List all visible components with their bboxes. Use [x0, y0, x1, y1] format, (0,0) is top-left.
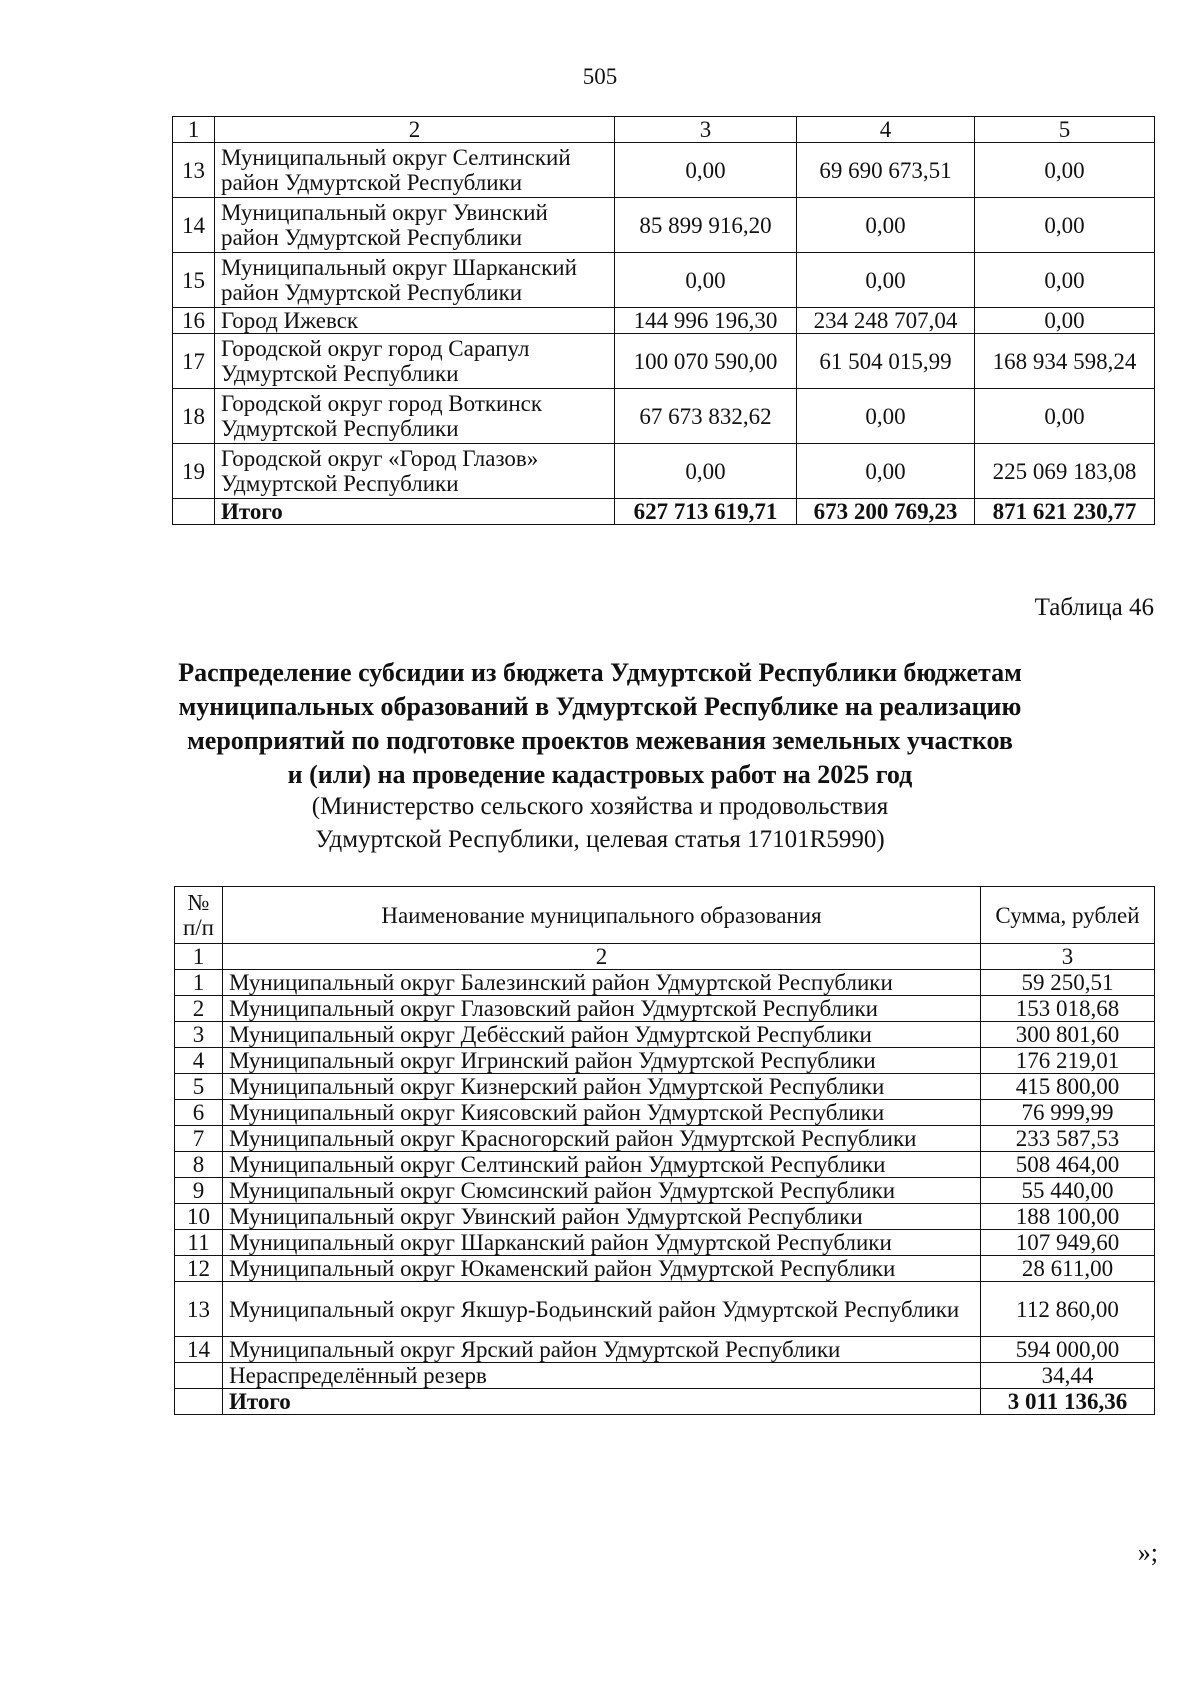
- municipality-name: Муниципальный округ Игринский район Удмуртской Республики: [223, 1048, 981, 1074]
- row-number: 6: [175, 1100, 223, 1126]
- total-label: Итого: [223, 1389, 981, 1415]
- table-row: [175, 1126, 1155, 1152]
- table-row: [173, 143, 1155, 198]
- table-row: [175, 1256, 1155, 1282]
- row-number: 19: [173, 444, 215, 499]
- amount-cell: 0,00: [615, 444, 797, 499]
- amount-cell: 0,00: [797, 389, 975, 444]
- subsidy-table-continued: [172, 116, 1155, 525]
- amount-cell: 85 899 916,20: [615, 198, 797, 253]
- row-number: 14: [175, 1337, 223, 1363]
- total-amount: 3 011 136,36: [981, 1389, 1155, 1415]
- amount-cell: 234 248 707,04: [797, 308, 975, 334]
- amount-cell: 188 100,00: [981, 1204, 1155, 1230]
- title-line: Распределение субсидии из бюджета Удмуртской Республики бюджетам: [178, 658, 1022, 687]
- amount-cell: 69 690 673,51: [797, 143, 975, 198]
- row-number: 2: [175, 996, 223, 1022]
- column-index: 5: [975, 117, 1155, 143]
- municipality-name: Муниципальный округ Ярский район Удмуртской Республики: [223, 1337, 981, 1363]
- row-number: 10: [175, 1204, 223, 1230]
- amount-cell: 0,00: [615, 253, 797, 308]
- amount-cell: 176 219,01: [981, 1048, 1155, 1074]
- reserve-label: Нераспределённый резерв: [223, 1363, 981, 1389]
- municipality-name: Муниципальный округ Юкаменский район Удмуртской Республики: [223, 1256, 981, 1282]
- municipality-name: Муниципальный округ Дебёсский район Удмуртской Республики: [223, 1022, 981, 1048]
- reserve-row: [175, 1363, 1155, 1389]
- amount-cell: 225 069 183,08: [975, 444, 1155, 499]
- table-row: [173, 389, 1155, 444]
- total-amount: 871 621 230,77: [975, 499, 1155, 525]
- municipality-name: Муниципальный округ Увинский район Удмуртской Республики: [223, 1204, 981, 1230]
- table-caption: Таблица 46: [1034, 594, 1154, 621]
- row-number: 4: [175, 1048, 223, 1074]
- row-number: 13: [173, 143, 215, 198]
- table-row: [175, 1282, 1155, 1337]
- municipality-name: Городской округ «Город Глазов» Удмуртской Республики: [215, 444, 615, 499]
- amount-cell: 100 070 590,00: [615, 334, 797, 389]
- row-number: 14: [173, 198, 215, 253]
- amount-cell: 153 018,68: [981, 996, 1155, 1022]
- municipality-name: Муниципальный округ Шарканский район Удмуртской Республики: [215, 253, 615, 308]
- amount-cell: 594 000,00: [981, 1337, 1155, 1363]
- column-index: 4: [797, 117, 975, 143]
- municipality-name: Муниципальный округ Балезинский район Удмуртской Республики: [223, 970, 981, 996]
- municipality-name: Муниципальный округ Якшур-Бодьинский район Удмуртской Республики: [223, 1282, 981, 1337]
- empty-cell: [175, 1363, 223, 1389]
- row-number: 13: [175, 1282, 223, 1337]
- amount-cell: 0,00: [797, 253, 975, 308]
- municipality-name: Муниципальный округ Сюмсинский район Удмуртской Республики: [223, 1178, 981, 1204]
- amount-cell: 0,00: [615, 143, 797, 198]
- municipality-name: Городской округ город Сарапул Удмуртской Республики: [215, 334, 615, 389]
- amount-cell: 76 999,99: [981, 1100, 1155, 1126]
- header-sum: Сумма, рублей: [981, 887, 1155, 944]
- amount-cell: 0,00: [975, 143, 1155, 198]
- row-number: 9: [175, 1178, 223, 1204]
- municipality-name: Город Ижевск: [215, 308, 615, 334]
- amount-cell: 168 934 598,24: [975, 334, 1155, 389]
- amount-cell: 28 611,00: [981, 1256, 1155, 1282]
- municipality-name: Муниципальный округ Глазовский район Удмуртской Республики: [223, 996, 981, 1022]
- table-title: [0, 656, 1200, 792]
- municipality-name: Муниципальный округ Селтинский район Удмуртской Республики: [223, 1152, 981, 1178]
- closing-quote-mark: »;: [1137, 1538, 1158, 1567]
- total-row: [173, 499, 1155, 525]
- table-row: [175, 1204, 1155, 1230]
- municipality-name: Муниципальный округ Шарканский район Удмуртской Республики: [223, 1230, 981, 1256]
- row-number: 11: [175, 1230, 223, 1256]
- subsidy-distribution-table: [174, 886, 1155, 1415]
- column-index: 2: [223, 944, 981, 970]
- subtitle-line: (Министерство сельского хозяйства и продовольствия: [311, 793, 889, 820]
- row-number: 12: [175, 1256, 223, 1282]
- amount-cell: 300 801,60: [981, 1022, 1155, 1048]
- table-row: [175, 1100, 1155, 1126]
- amount-cell: 144 996 196,30: [615, 308, 797, 334]
- table-header-row: [173, 117, 1155, 143]
- municipality-name: Муниципальный округ Киясовский район Удмуртской Республики: [223, 1100, 981, 1126]
- table-header-row: [175, 887, 1155, 944]
- table-row: [175, 1074, 1155, 1100]
- amount-cell: 0,00: [797, 444, 975, 499]
- table-row: [173, 444, 1155, 499]
- subtitle-line: Удмуртской Республики, целевая статья 17101R5990): [315, 826, 885, 853]
- row-number: 7: [175, 1126, 223, 1152]
- row-number: 18: [173, 389, 215, 444]
- table-row: [173, 308, 1155, 334]
- amount-cell: 107 949,60: [981, 1230, 1155, 1256]
- amount-cell: 59 250,51: [981, 970, 1155, 996]
- table-row: [173, 253, 1155, 308]
- table-row: [173, 334, 1155, 389]
- amount-cell: 0,00: [797, 198, 975, 253]
- title-line: муниципальных образований в Удмуртской Республике на реализацию: [178, 692, 1022, 721]
- table-row: [175, 1230, 1155, 1256]
- row-number: 3: [175, 1022, 223, 1048]
- table-row: [175, 1152, 1155, 1178]
- amount-cell: 67 673 832,62: [615, 389, 797, 444]
- municipality-name: Муниципальный округ Кизнерский район Удмуртской Республики: [223, 1074, 981, 1100]
- table-row: [175, 1337, 1155, 1363]
- table-row: [175, 1022, 1155, 1048]
- row-number: 5: [175, 1074, 223, 1100]
- column-index: 1: [175, 944, 223, 970]
- municipality-name: Городской округ город Воткинск Удмуртской Республики: [215, 389, 615, 444]
- column-index: 3: [981, 944, 1155, 970]
- page-number: 505: [582, 64, 618, 89]
- amount-cell: 233 587,53: [981, 1126, 1155, 1152]
- row-number: 17: [173, 334, 215, 389]
- column-index: 3: [615, 117, 797, 143]
- table-row: [175, 1178, 1155, 1204]
- total-amount: 627 713 619,71: [615, 499, 797, 525]
- amount-cell: 112 860,00: [981, 1282, 1155, 1337]
- row-number: 1: [175, 970, 223, 996]
- total-amount: 673 200 769,23: [797, 499, 975, 525]
- municipality-name: Муниципальный округ Увинский район Удмуртской Республики: [215, 198, 615, 253]
- reserve-amount: 34,44: [981, 1363, 1155, 1389]
- header-name: Наименование муниципального образования: [223, 887, 981, 944]
- row-number: 16: [173, 308, 215, 334]
- title-line: и (или) на проведение кадастровых работ на 2025 год: [287, 760, 913, 789]
- amount-cell: 508 464,00: [981, 1152, 1155, 1178]
- column-index: 1: [173, 117, 215, 143]
- municipality-name: Муниципальный округ Селтинский район Удмуртской Республики: [215, 143, 615, 198]
- empty-cell: [175, 1389, 223, 1415]
- amount-cell: 61 504 015,99: [797, 334, 975, 389]
- amount-cell: 415 800,00: [981, 1074, 1155, 1100]
- amount-cell: 0,00: [975, 253, 1155, 308]
- empty-cell: [173, 499, 215, 525]
- column-index-row: [175, 944, 1155, 970]
- table-row: [173, 198, 1155, 253]
- municipality-name: Муниципальный округ Красногорский район Удмуртской Республики: [223, 1126, 981, 1152]
- row-number: 8: [175, 1152, 223, 1178]
- table-row: [175, 1048, 1155, 1074]
- amount-cell: 0,00: [975, 389, 1155, 444]
- title-line: мероприятий по подготовке проектов межевания земельных участков: [187, 726, 1013, 755]
- table-row: [175, 996, 1155, 1022]
- row-number: 15: [173, 253, 215, 308]
- amount-cell: 55 440,00: [981, 1178, 1155, 1204]
- table-row: [175, 970, 1155, 996]
- total-row: [175, 1389, 1155, 1415]
- header-number: № п/п: [175, 887, 223, 944]
- amount-cell: 0,00: [975, 198, 1155, 253]
- table-subtitle: [0, 790, 1200, 856]
- column-index: 2: [215, 117, 615, 143]
- amount-cell: 0,00: [975, 308, 1155, 334]
- total-label: Итого: [215, 499, 615, 525]
